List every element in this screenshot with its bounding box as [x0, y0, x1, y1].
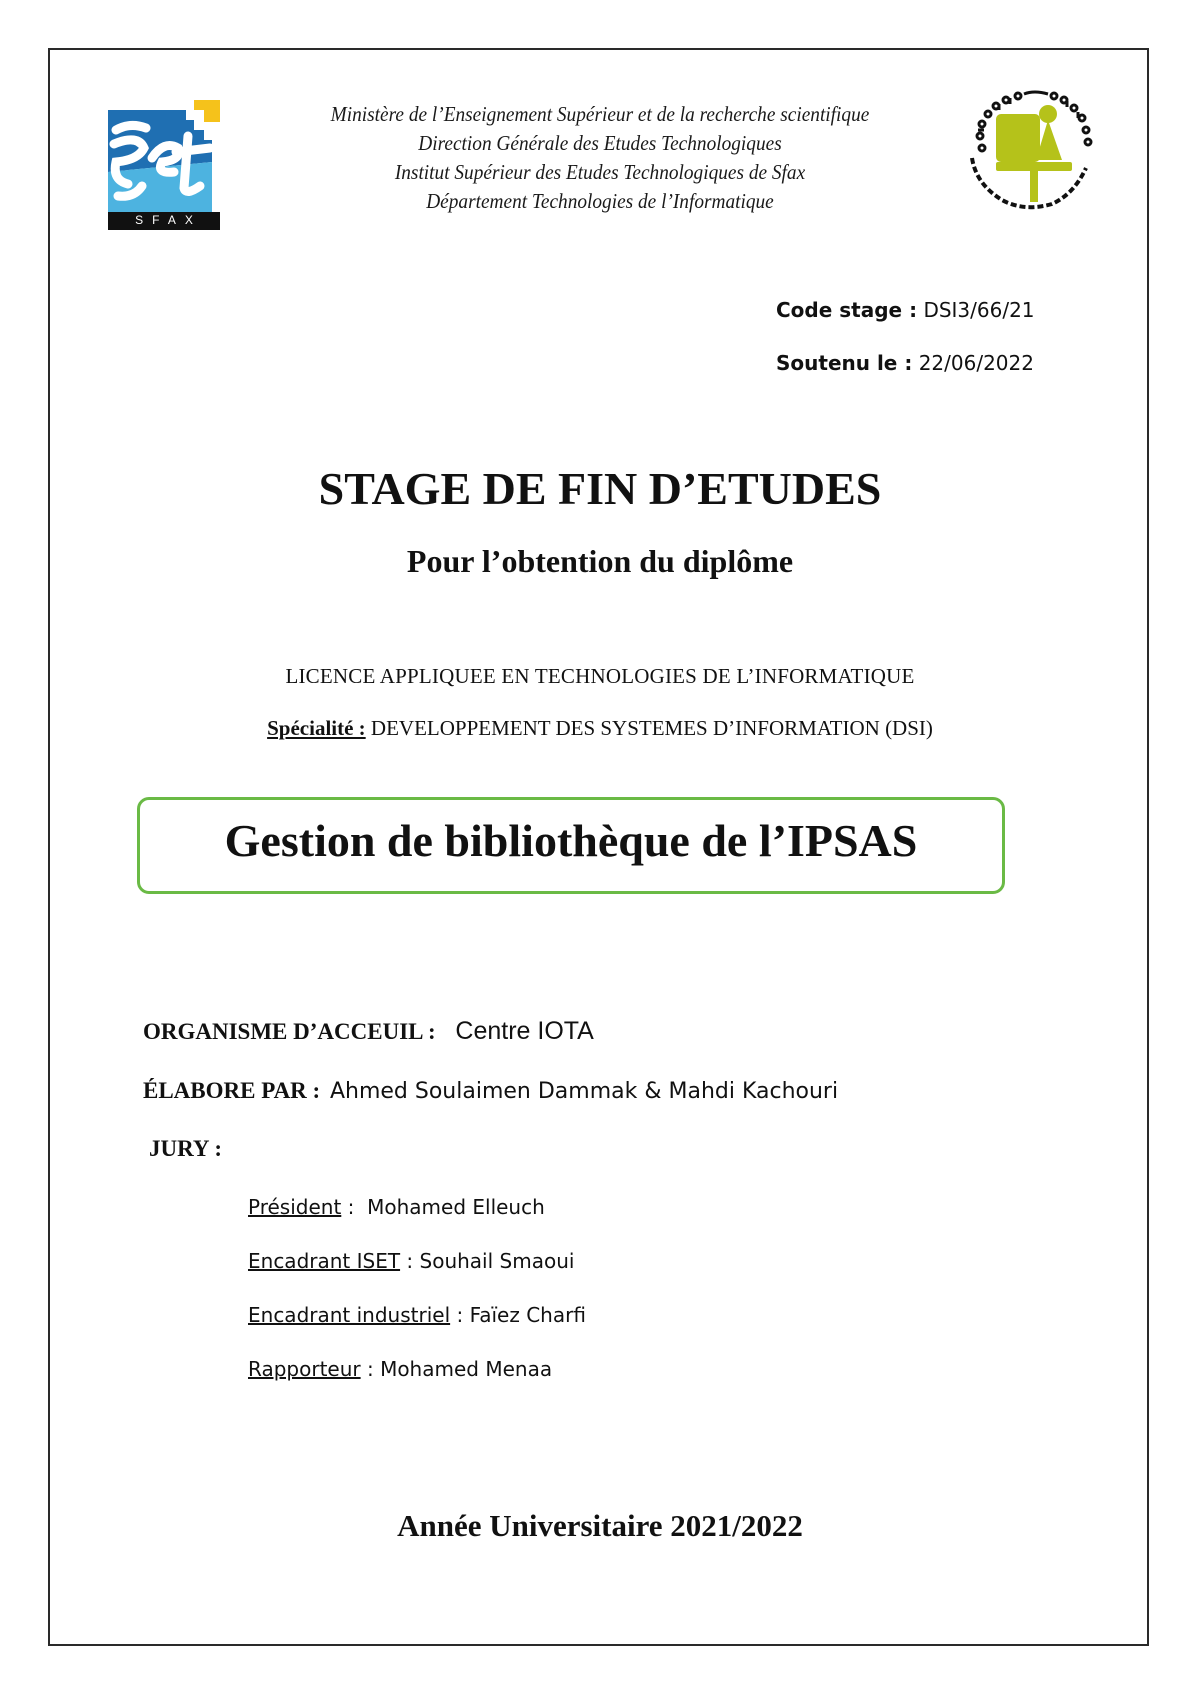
- defense-date-label: Soutenu le :: [776, 351, 913, 375]
- speciality-label: Spécialité :: [267, 716, 366, 740]
- jury-separator: :: [360, 1357, 381, 1381]
- institution-header: [278, 100, 922, 216]
- header-line-institute: Institut Supérieur des Etudes Technologiques de Sfax: [394, 160, 806, 184]
- internship-code-value: DSI3/66/21: [923, 298, 1035, 322]
- defense-date-value: 22/06/2022: [918, 351, 1034, 375]
- jury-role: Encadrant industriel: [248, 1303, 451, 1327]
- internship-code: [776, 298, 1035, 322]
- jury-separator: :: [400, 1249, 420, 1273]
- header-line-direction: Direction Générale des Etudes Technologiques: [418, 131, 782, 155]
- academic-year: Année Universitaire 2021/2022: [397, 1508, 803, 1543]
- document-title: STAGE DE FIN D’ETUDES: [318, 463, 882, 514]
- jury-separator: :: [341, 1195, 368, 1219]
- jury-separator: :: [450, 1303, 470, 1327]
- jury-name: Mohamed Elleuch: [367, 1195, 545, 1219]
- document-subtitle: Pour l’obtention du diplôme: [406, 543, 794, 579]
- authors: [143, 1078, 838, 1104]
- licence-line: LICENCE APPLIQUEE EN TECHNOLOGIES DE L’INFORMATIQUE: [285, 664, 915, 688]
- jury-role: Encadrant ISET: [248, 1249, 401, 1273]
- host-organization-label: ORGANISME D’ACCEUIL :: [143, 1019, 436, 1044]
- authors-value: Ahmed Soulaimen Dammak & Mahdi Kachouri: [329, 1079, 839, 1104]
- authors-label: ÉLABORE PAR :: [143, 1078, 321, 1103]
- jury-member-president: [248, 1195, 545, 1219]
- jury-member-iset-supervisor: [248, 1249, 574, 1273]
- header-line-department: Département Technologies de l’Informatique: [426, 189, 774, 213]
- jury-name: Faïez Charfi: [469, 1303, 586, 1327]
- header-line-ministry: Ministère de l’Enseignement Supérieur et de la recherche scientifique: [330, 102, 870, 126]
- iset-logo-caption: SFAX: [135, 213, 202, 227]
- project-title-box: [137, 797, 1005, 894]
- department-logo-icon: [962, 88, 1098, 216]
- jury-role: Président: [248, 1195, 342, 1219]
- jury-name: Souhail Smaoui: [419, 1249, 575, 1273]
- speciality-line: [0, 716, 1200, 741]
- internship-code-label: Code stage :: [776, 298, 918, 322]
- jury-role: Rapporteur: [248, 1357, 361, 1381]
- host-organization: [143, 1017, 594, 1046]
- jury-member-industrial-supervisor: [248, 1303, 586, 1327]
- iset-sfax-logo-icon: [108, 100, 220, 230]
- jury-heading: [149, 1136, 222, 1162]
- host-organization-value: Centre IOTA: [455, 1017, 594, 1045]
- jury-label: JURY :: [149, 1136, 223, 1161]
- jury-member-rapporteur: [248, 1357, 552, 1381]
- project-title: Gestion de bibliothèque de l’IPSAS: [224, 815, 918, 866]
- jury-name: Mohamed Menaa: [380, 1357, 553, 1381]
- speciality-value: DEVELOPPEMENT DES SYSTEMES D’INFORMATION (DSI): [370, 716, 933, 740]
- defense-date: [776, 351, 1034, 375]
